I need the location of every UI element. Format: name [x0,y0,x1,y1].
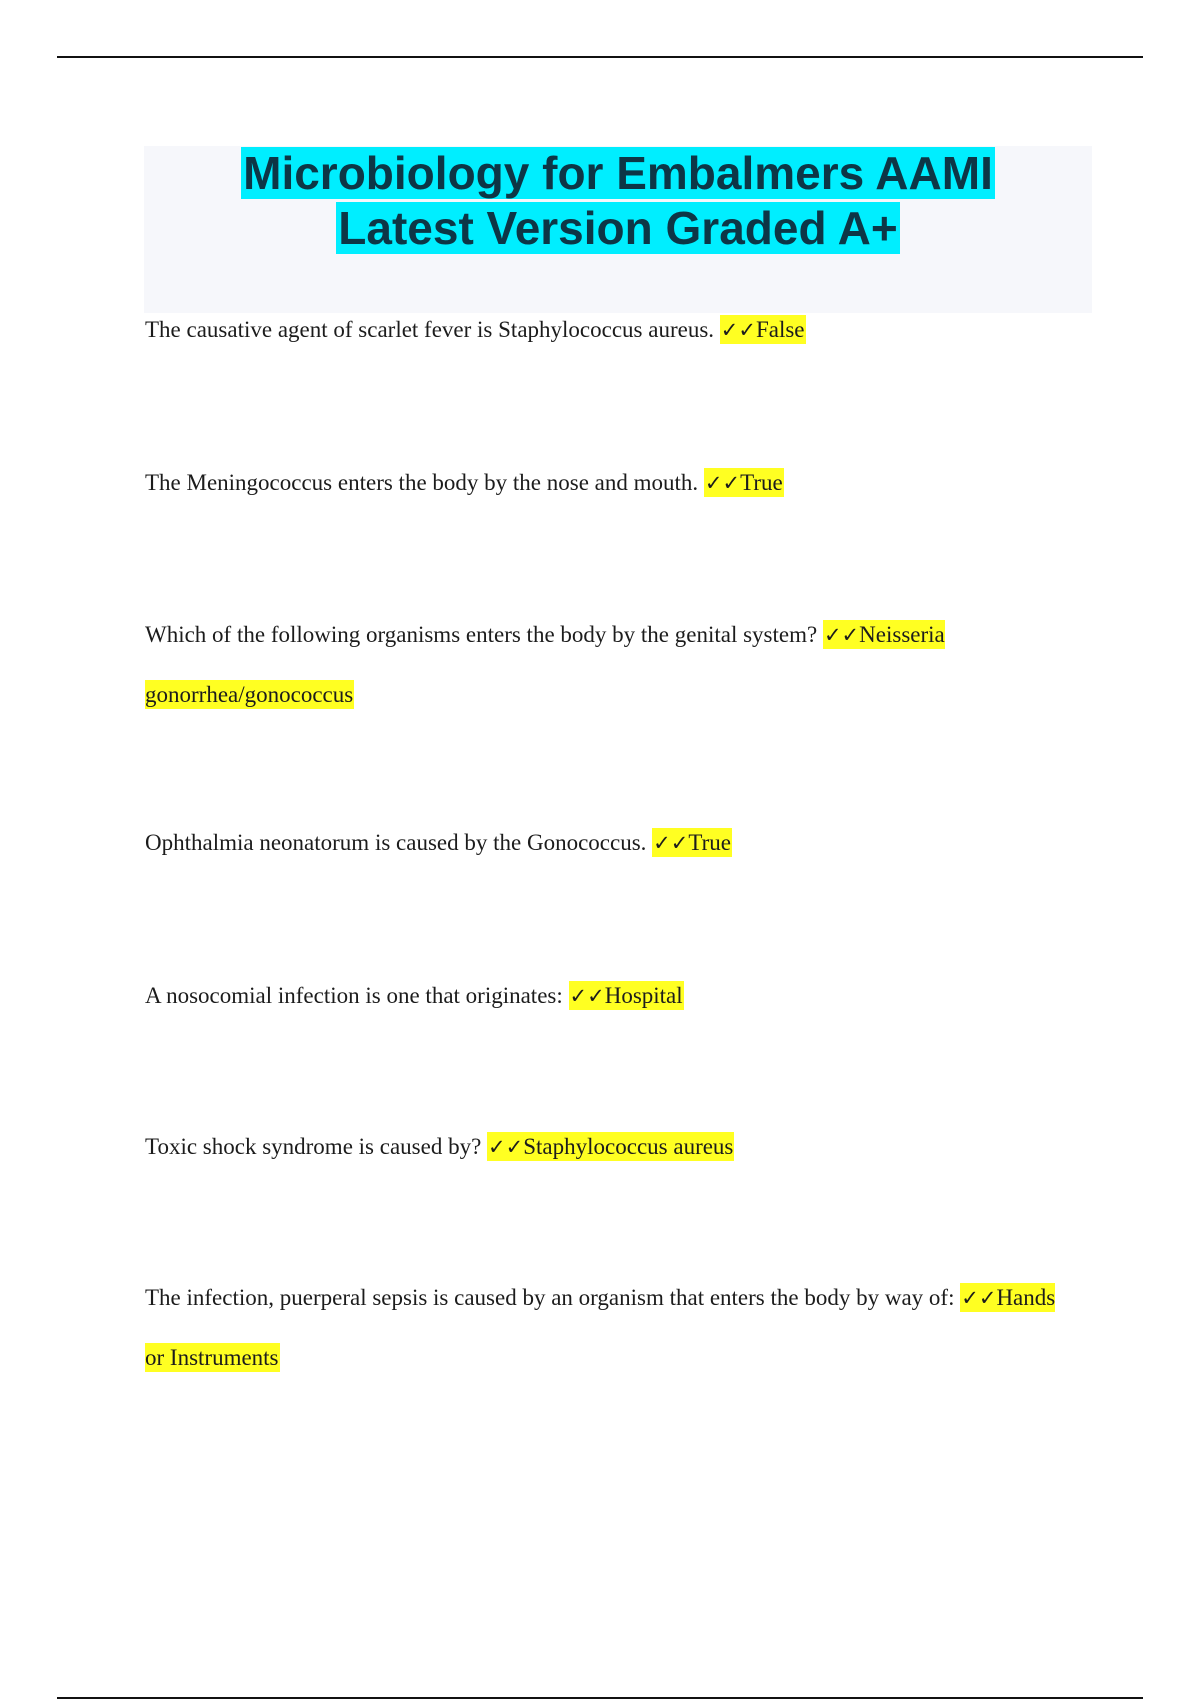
qa-item-6 [145,1117,1065,1177]
qa-item-4 [145,813,1065,873]
question-text: Ophthalmia neonatorum is caused by the Gonococcus. [145,830,647,855]
answer-text: False [755,317,805,342]
page-title-line-1 [144,146,1092,201]
question-text: The Meningococcus enters the body by the nose and mouth. [145,470,699,495]
title-line-1-text: Microbiology for Embalmers AAMI [243,147,993,199]
double-check-icon: ✓✓ [653,831,689,855]
title-block [144,146,1092,313]
question-text: Toxic shock syndrome is caused by? [145,1134,482,1159]
answer-highlight [487,1132,734,1161]
bottom-rule [57,1697,1143,1699]
qa-item-7 [145,1268,1065,1387]
title-line-2-text: Latest Version Graded A+ [338,202,898,254]
answer-highlight [569,981,684,1010]
answer-text: Staphylococcus aureus [523,1134,734,1159]
question-text: The causative agent of scarlet fever is Staphylococcus aureus. [145,317,715,342]
question-text: Which of the following organisms enters the body by the genital system? [145,622,818,647]
question-text: A nosocomial infection is one that originates: [145,983,563,1008]
top-rule [57,56,1143,58]
answer-highlight [720,315,806,344]
answer-text: True [740,470,783,495]
double-check-icon: ✓✓ [488,1135,524,1159]
answer-text: Hospital [604,983,683,1008]
double-check-icon: ✓✓ [569,984,605,1008]
double-check-icon: ✓✓ [823,623,860,647]
answer-text: Hands or Instruments [145,1285,1056,1370]
double-check-icon: ✓✓ [704,471,741,495]
qa-item-5 [145,966,1065,1026]
answer-highlight [652,828,732,857]
qa-item-3 [145,605,1065,724]
answer-text: Neisseria gonorrhea/gonococcus [145,622,945,707]
answer-text: True [688,830,731,855]
question-text: The infection, puerperal sepsis is caused by an organism that enters the body by way of: [145,1285,955,1310]
double-check-icon: ✓✓ [720,318,756,342]
qa-item-2 [145,453,1065,513]
double-check-icon: ✓✓ [961,1286,997,1310]
page-title-line-2 [144,201,1092,256]
qa-item-1 [145,300,1065,360]
answer-highlight [704,468,784,497]
